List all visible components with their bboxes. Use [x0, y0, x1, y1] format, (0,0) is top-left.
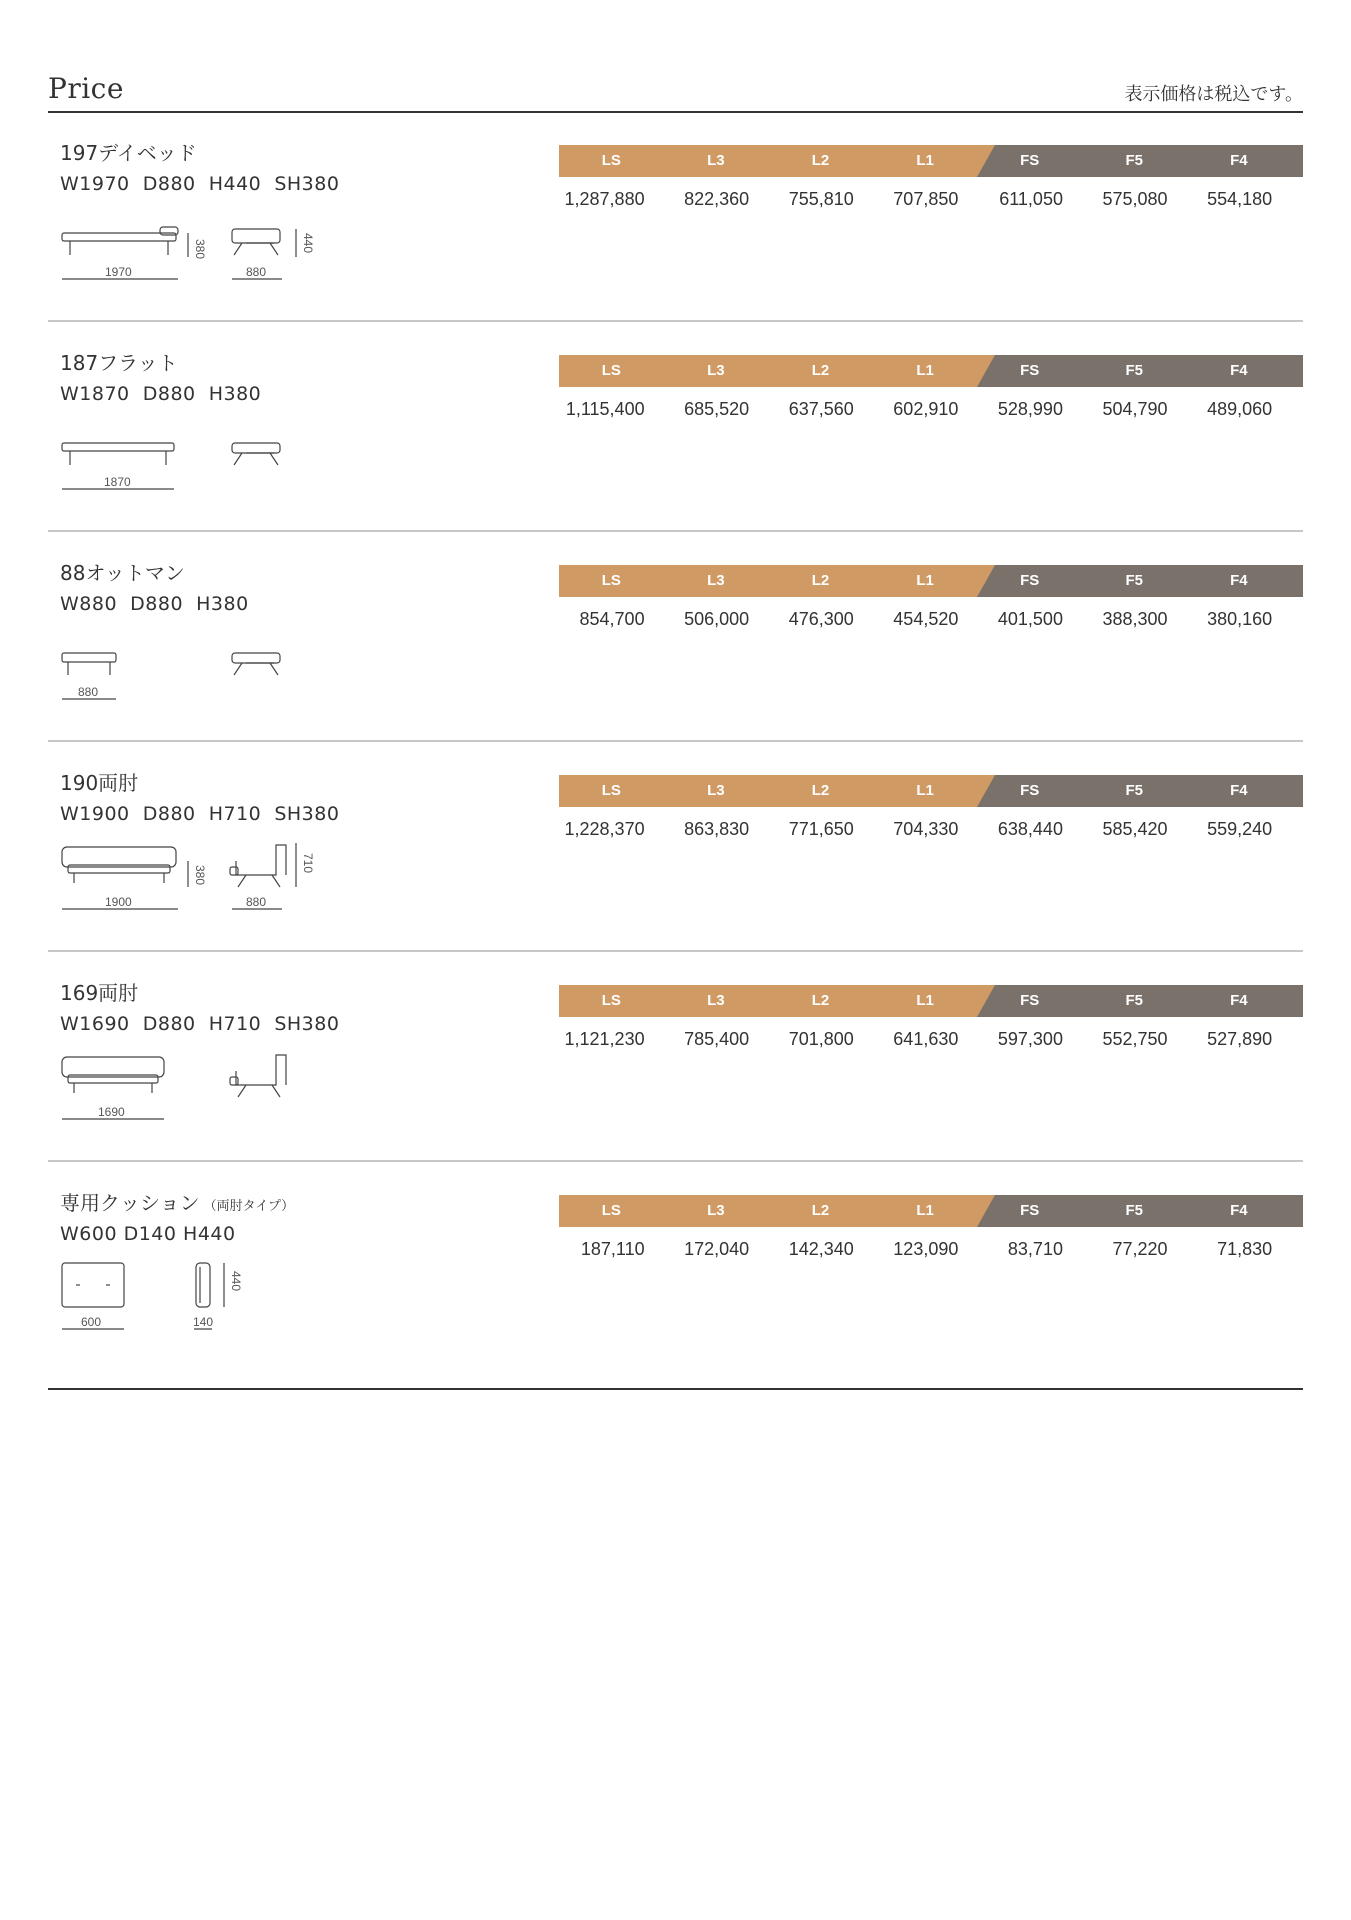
price-f4: 380,160 [1207, 609, 1273, 629]
grade-f4: F4 [1230, 362, 1248, 379]
grade-l2: L2 [811, 782, 830, 799]
grade-f4: F4 [1230, 572, 1248, 589]
price-f5: 504,790 [1102, 399, 1168, 419]
ottoman-front-seat [62, 653, 116, 662]
price-ls: 1,121,230 [564, 1029, 645, 1049]
product-drawings [60, 203, 380, 313]
price-l2: 771,650 [788, 819, 854, 839]
price-row [559, 1029, 1303, 1050]
grade-ls: LS [601, 572, 621, 589]
price-f4: 559,240 [1207, 819, 1273, 839]
price-f4: 554,180 [1207, 189, 1273, 209]
price-table [559, 355, 1303, 420]
price-l3: 785,400 [684, 1029, 750, 1049]
grade-l2: L2 [811, 992, 830, 1009]
grade-ls: LS [601, 992, 621, 1009]
flat-drawing [60, 413, 380, 523]
price-l3: 822,360 [684, 189, 750, 209]
price-l2: 637,560 [788, 399, 854, 419]
price-l1: 123,090 [893, 1239, 959, 1259]
price-ls: 1,228,370 [564, 819, 645, 839]
price-l2: 142,340 [788, 1239, 854, 1259]
product-name: 88オットマン [60, 561, 185, 585]
grade-l3: L3 [707, 572, 725, 589]
grade-header [559, 565, 1303, 597]
grade-l2: L2 [811, 362, 830, 379]
price-table [559, 145, 1303, 210]
side-height-label: 710 [301, 853, 315, 874]
grade-f4: F4 [1230, 782, 1248, 799]
grade-fs: FS [1020, 992, 1040, 1009]
side-width-label: 880 [246, 265, 267, 279]
product-dimensions: W600 D140 H440 [60, 1223, 236, 1245]
grade-l1: L1 [916, 362, 934, 379]
sofa-169-front-back [62, 1057, 164, 1077]
grade-f5: F5 [1125, 362, 1144, 379]
tax-note: 表示価格は税込です。 [1124, 84, 1303, 105]
sofa-190-front-back [62, 847, 176, 867]
price-f5: 575,080 [1102, 189, 1168, 209]
sofa-169-side-body [236, 1055, 286, 1085]
price-l1: 602,910 [893, 399, 959, 419]
section-divider [48, 320, 1303, 322]
price-table [559, 775, 1303, 840]
product-dimensions: W1690 D880 H710 SH380 [60, 1013, 340, 1035]
price-l3: 863,830 [684, 819, 750, 839]
price-l3: 172,040 [684, 1239, 750, 1259]
price-l1: 641,630 [893, 1029, 959, 1049]
grade-f4: F4 [1230, 992, 1248, 1009]
grade-l1: L1 [916, 782, 934, 799]
front-width-label: 1690 [98, 1105, 125, 1119]
grade-fs: FS [1020, 572, 1040, 589]
product-section-ottoman [48, 533, 1303, 742]
price-f4: 489,060 [1207, 399, 1273, 419]
price-l2: 476,300 [788, 609, 854, 629]
grade-l3: L3 [707, 152, 725, 169]
product-section-flat [48, 323, 1303, 532]
section-divider [48, 530, 1303, 532]
product-dimensions: W1970 D880 H440 SH380 [60, 173, 340, 195]
product-drawings [60, 413, 380, 523]
product-section-cushion [48, 1163, 1303, 1372]
front-width-label: 1870 [104, 475, 131, 489]
grade-fs: FS [1020, 1202, 1040, 1219]
grade-ls: LS [601, 782, 621, 799]
sofa-190-front-seat [68, 865, 170, 873]
grade-fs: FS [1020, 152, 1040, 169]
price-ls: 1,115,400 [565, 399, 645, 419]
grade-l1: L1 [916, 572, 934, 589]
grade-l3: L3 [707, 362, 725, 379]
price-table [559, 565, 1303, 630]
cushion-drawing [60, 1253, 380, 1363]
product-name: 197デイベッド [60, 141, 197, 165]
product-section-169-arms [48, 953, 1303, 1162]
price-l1: 704,330 [893, 819, 959, 839]
price-f4: 71,830 [1217, 1239, 1273, 1259]
price-l2: 701,800 [788, 1029, 854, 1049]
cushion-side [196, 1263, 210, 1307]
product-drawings [60, 623, 380, 733]
section-divider [48, 1160, 1303, 1162]
grade-ls: LS [601, 1202, 621, 1219]
product-dimensions: W1900 D880 H710 SH380 [60, 803, 340, 825]
grade-header [559, 145, 1303, 177]
page-title: Price [48, 72, 124, 105]
price-row [559, 189, 1303, 210]
grade-ls: LS [601, 362, 621, 379]
front-width-label: 600 [81, 1315, 102, 1329]
front-width-label: 1900 [105, 895, 132, 909]
product-name: 187フラット [60, 351, 178, 375]
grade-f4: F4 [1230, 152, 1248, 169]
sofa-169-front-seat [68, 1075, 158, 1083]
price-ls: 1,287,880 [564, 189, 645, 209]
price-f5: 585,420 [1102, 819, 1168, 839]
daybed-front-seat [62, 233, 176, 241]
ottoman-drawing [60, 623, 380, 733]
grade-ls: LS [601, 152, 621, 169]
grade-l3: L3 [707, 992, 725, 1009]
grade-l1: L1 [916, 992, 934, 1009]
daybed-side-seat [232, 229, 280, 243]
price-f5: 552,750 [1102, 1029, 1168, 1049]
grade-f5: F5 [1125, 1202, 1144, 1219]
price-l2: 755,810 [788, 189, 854, 209]
price-row [559, 609, 1303, 630]
side-width-label: 140 [193, 1315, 214, 1329]
grade-l2: L2 [811, 572, 830, 589]
bottom-rule [48, 1388, 1303, 1390]
grade-f5: F5 [1125, 992, 1144, 1009]
flat-front-seat [62, 443, 174, 451]
section-divider [48, 740, 1303, 742]
price-f4: 527,890 [1207, 1029, 1273, 1049]
grade-fs: FS [1020, 362, 1040, 379]
grade-header [559, 985, 1303, 1017]
grade-l1: L1 [916, 1202, 934, 1219]
side-height-label: 440 [301, 233, 315, 254]
product-drawings [60, 1043, 380, 1153]
price-row [559, 1239, 1303, 1260]
sofa-190-side-body [236, 845, 286, 875]
cushion-front [62, 1263, 124, 1307]
price-table [559, 1195, 1303, 1260]
price-fs: 611,050 [999, 189, 1063, 209]
front-width-label: 880 [78, 685, 99, 699]
section-divider [48, 950, 1303, 952]
price-table [559, 985, 1303, 1050]
grade-f4: F4 [1230, 1202, 1248, 1219]
grade-f5: F5 [1125, 572, 1144, 589]
price-fs: 638,440 [997, 819, 1063, 839]
sofa-169-drawing [60, 1043, 380, 1153]
grade-header [559, 775, 1303, 807]
grade-l2: L2 [811, 152, 830, 169]
product-name: 専用クッション （両肘タイプ） [60, 1191, 295, 1215]
product-dimensions: W1870 D880 H380 [60, 383, 262, 405]
price-l1: 707,850 [893, 189, 959, 209]
front-height-label: 380 [193, 865, 207, 886]
price-l3: 685,520 [684, 399, 750, 419]
front-height-label: 380 [193, 239, 207, 260]
price-f5: 77,220 [1112, 1239, 1168, 1259]
product-section-daybed [48, 113, 1303, 322]
grade-header [559, 1195, 1303, 1227]
price-fs: 597,300 [997, 1029, 1063, 1049]
grade-f5: F5 [1125, 152, 1144, 169]
price-row [559, 399, 1303, 420]
side-height-label: 440 [229, 1271, 243, 1292]
grade-l3: L3 [707, 782, 725, 799]
grade-l2: L2 [811, 1202, 830, 1219]
product-name: 190両肘 [60, 771, 139, 795]
price-fs: 83,710 [1007, 1239, 1063, 1259]
grade-l3: L3 [707, 1202, 725, 1219]
product-section-190-arms [48, 743, 1303, 952]
grade-f5: F5 [1125, 782, 1144, 799]
price-ls: 854,700 [579, 609, 645, 629]
product-drawings [60, 1253, 380, 1363]
product-drawings [60, 833, 380, 943]
grade-fs: FS [1020, 782, 1040, 799]
grade-header [559, 355, 1303, 387]
price-fs: 401,500 [997, 609, 1063, 629]
ottoman-side-seat [232, 653, 280, 663]
price-l3: 506,000 [684, 609, 750, 629]
front-width-label: 1970 [105, 265, 132, 279]
price-row [559, 819, 1303, 840]
grade-l1: L1 [916, 152, 934, 169]
sofa-190-drawing [60, 833, 380, 943]
product-dimensions: W880 D880 H380 [60, 593, 249, 615]
price-fs: 528,990 [997, 399, 1063, 419]
price-l1: 454,520 [893, 609, 959, 629]
side-width-label: 880 [246, 895, 267, 909]
flat-side-seat [232, 443, 280, 453]
price-ls: 187,110 [580, 1239, 645, 1259]
product-name: 169両肘 [60, 981, 139, 1005]
daybed-drawing [60, 203, 380, 313]
price-f5: 388,300 [1102, 609, 1168, 629]
